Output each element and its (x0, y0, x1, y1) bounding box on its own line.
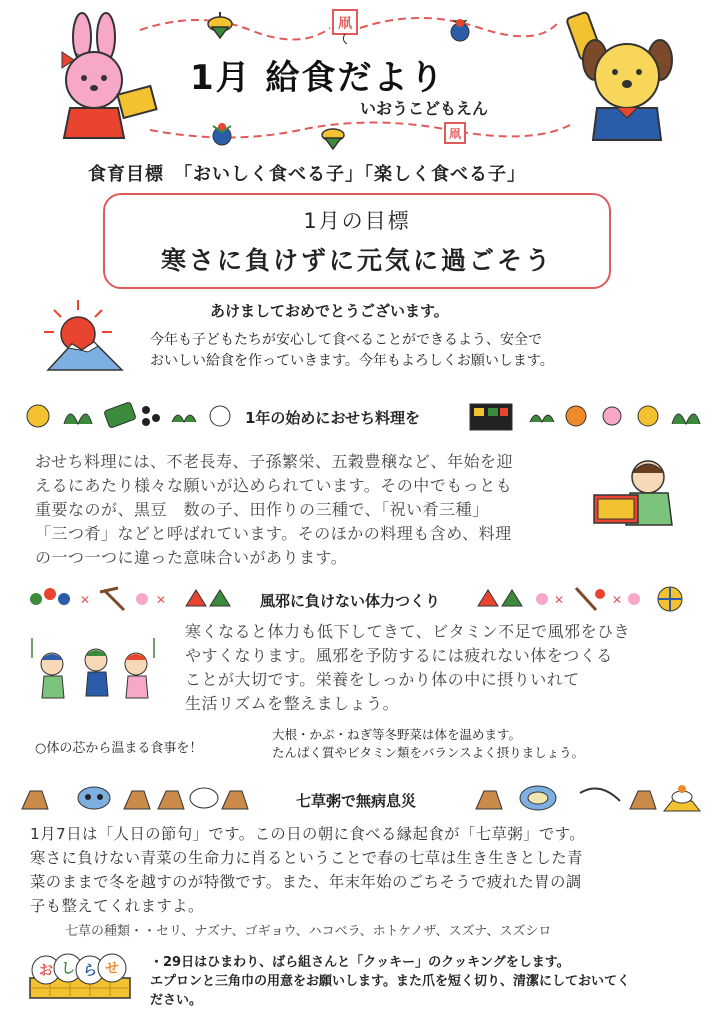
school-name: いおうこどもえん (360, 99, 489, 118)
kite-icon (440, 118, 470, 148)
cold-tips (272, 726, 584, 762)
top-icon (320, 125, 346, 155)
cold-line: 寒くなると体力も低下してきて、ビタミン不足で風邪をひき (185, 622, 631, 641)
nanakusa-kinds: 七草の種類・・セリ、ナズナ、ゴギョウ、ハコベラ、ホトケノザ、スズナ、スズシロ (65, 924, 552, 939)
osechi-line: えるにあたり様々な願いが込められています。その中でもっとも (35, 476, 513, 495)
nanakusa-line: 子も整えてくれますよ。 (30, 897, 204, 915)
notice-badge-char: せ (105, 961, 119, 977)
cold-tip-label: ○体の芯から温まる食事を！ (35, 741, 203, 756)
osechi-body (35, 450, 513, 570)
notice-text (150, 953, 630, 1010)
children-playing-icon (22, 638, 162, 708)
page-title: 1月 給食だより (190, 58, 446, 98)
osechi-line: 重要なのが、黒豆 数の子、田作りの三種で、「祝い肴三種」 (35, 500, 489, 519)
greeting-line: 今年も子どもたちが安心して食べることができるよう、安全で (150, 332, 542, 348)
notice-line: ださい。 (150, 993, 203, 1008)
greeting-heading: あけましておめでとうございます。 (210, 302, 449, 320)
food-education-goal: 食育目標 「おいしく食べる子」「楽しく食べる子」 (88, 164, 526, 185)
rabbit-icon (40, 12, 160, 147)
notice-badge-char: し (61, 961, 75, 977)
nanakusa-line: 1月7日は「人日の節句」です。この日の朝に食べる縁起食が「七草粥」です。 (30, 825, 586, 843)
month-goal-box (103, 193, 611, 289)
osechi-line: おせち料理には、不老長寿、子孫繁栄、五穀豊穣など、年始を迎 (35, 452, 514, 471)
notice-badge (26, 944, 136, 1004)
notice-line: エプロンと三角巾の用意をお願いします。また爪を短く切り、清潔にしておいてく (150, 974, 630, 989)
nanakusa-line: 寒さに負けない青菜の生命力に肖るということで春の七草は生き生きとした青 (30, 849, 583, 867)
svg-text:✕: ✕ (80, 593, 91, 607)
cold-line: 生活リズムを整えましょう。 (185, 694, 400, 713)
dog-icon (565, 10, 685, 150)
month-goal-label: 1月の目標 (303, 209, 411, 233)
month-goal-text: 寒さに負けずに元気に過ごそう (160, 246, 553, 275)
cold-line: やすくなります。風邪を予防するには疲れない体をつくる (185, 646, 613, 665)
notice-badge-char: お (39, 963, 53, 979)
top-icon (207, 10, 233, 40)
cold-tip: たんぱく質やビタミン類をバランスよく摂りましょう。 (272, 745, 585, 760)
nanakusa-body (30, 822, 585, 918)
greeting-line: おいしい給食を作っていきます。今年もよろしくお願いします。 (150, 353, 554, 369)
svg-text:✕: ✕ (156, 593, 167, 607)
notice-badge-char: ら (83, 963, 97, 979)
kite-icon (327, 6, 363, 46)
ornament-icon (207, 118, 237, 148)
cold-tip: 大根・かぶ・ねぎ等冬野菜は体を温めます。 (272, 727, 522, 742)
cold-line: ことが大切です。栄養をしっかり体の中に摂りいれて (185, 670, 580, 689)
notice-line: ・29日はひまわり、ばら組さんと「クッキー」のクッキングをします。 (150, 955, 570, 970)
sun-fuji-icon (38, 296, 128, 376)
svg-text:凧: 凧 (448, 127, 462, 141)
cold-heading: 風邪に負けない体力つくり (260, 592, 441, 610)
svg-text:凧: 凧 (338, 16, 352, 32)
greeting-body (150, 330, 554, 372)
osechi-heading: 1年の始めにおせち料理を (245, 409, 420, 427)
svg-text:✕: ✕ (554, 593, 565, 607)
child-osechi-icon (590, 455, 680, 535)
nanakusa-heading: 七草粥で無病息災 (296, 792, 417, 810)
ornament-icon (445, 14, 475, 44)
svg-text:✕: ✕ (612, 593, 623, 607)
osechi-line: 「三つ肴」などと呼ばれています。そのほかの料理も含め、料理 (35, 524, 512, 543)
cold-body (185, 620, 630, 716)
nanakusa-line: 菜のままで冬を越すのが特徴です。また、年末年始のごちそうで疲れた胃の調 (30, 873, 582, 891)
osechi-line: の一つ一つに違った意味合いがあります。 (35, 548, 348, 567)
